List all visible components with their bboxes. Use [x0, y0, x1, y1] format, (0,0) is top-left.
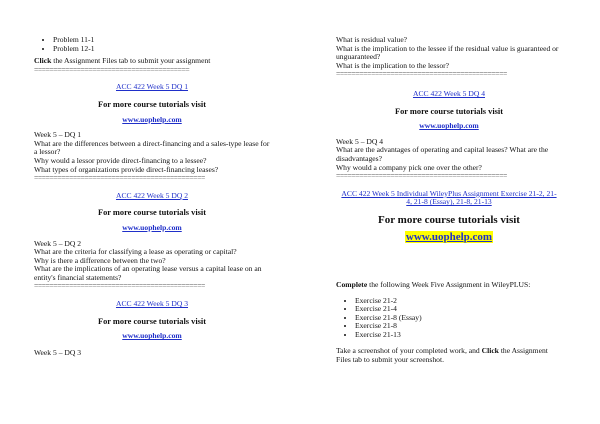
dq4-line: Why would a company pick one over the other?: [336, 162, 482, 172]
dq1-line: Week 5 – DQ 1: [34, 130, 82, 140]
separator-line: ============================================: [34, 282, 205, 291]
dq2-site-row: [34, 224, 270, 233]
dq3-line: Week 5 – DQ 3: [34, 347, 82, 357]
exercise-link-row: [336, 190, 562, 207]
dq4-site-link[interactable]: www.uophelp.com: [419, 121, 479, 131]
list-item: • Problem 11-1: [53, 36, 270, 45]
dq3-body: [34, 349, 270, 358]
problem-list: [34, 36, 270, 53]
dq3-visit-text: For more course tutorials visit: [97, 316, 207, 326]
dq1-site-link[interactable]: www.uophelp.com: [122, 114, 182, 124]
dq2-line: Why is there a difference between the two?: [34, 255, 166, 265]
list-item: • Exercise 21-8 (Essay): [355, 314, 562, 323]
dq1-link[interactable]: ACC 422 Week 5 DQ 1: [115, 82, 189, 92]
exercise-site-row: [336, 231, 562, 244]
question-line: What is the implication to the lessee if the residual value is guaranteed or unguaranteed?: [336, 43, 559, 62]
list-item: • Exercise 21-13: [355, 331, 562, 340]
separator-line: ============================================: [34, 174, 205, 183]
screenshot-pre: Take a screenshot of your completed work, and: [336, 346, 482, 356]
dq3-link-row: [34, 300, 270, 309]
dq1-line: What types of organizations provide direct-financing leases?: [34, 164, 219, 174]
dq2-link[interactable]: ACC 422 Week 5 DQ 2: [115, 190, 189, 200]
question-line: What is the implication to the lessor?: [336, 60, 450, 70]
exercise-link[interactable]: ACC 422 Week 5 Individual WileyPlus Assignment Exercise 21-2, 21-4, 21-8 (Essay), 21-8, 21-13: [341, 188, 557, 207]
list-item: • Exercise 21-8: [355, 322, 562, 331]
residual-questions: [336, 36, 562, 70]
dq2-site-link[interactable]: www.uophelp.com: [122, 222, 182, 232]
dq4-line: Week 5 – DQ 4: [336, 136, 384, 146]
list-item: • Exercise 21-4: [355, 305, 562, 314]
screenshot-instruction: [336, 347, 562, 364]
dq4-link[interactable]: ACC 422 Week 5 DQ 4: [412, 88, 486, 98]
left-column: [34, 0, 270, 357]
dq1-site-row: [34, 116, 270, 125]
list-item: • Exercise 21-2: [355, 297, 562, 306]
complete-text: the following Week Five Assignment in WileyPLUS:: [367, 279, 531, 289]
dq1-visit-text: For more course tutorials visit: [97, 99, 207, 109]
dq4-line: What are the advantages of operating and capital leases? What are the disadvantages?: [336, 145, 549, 163]
submit-instruction: [34, 57, 270, 66]
dq1-line: What are the differences between a direct-financing and a sales-type lease for a lessor?: [34, 138, 270, 157]
dq1-body: [34, 131, 270, 174]
dq1-line: Why would a lessor provide direct-financing to a lessee?: [34, 155, 207, 165]
click-word: Click: [481, 346, 499, 356]
dq1-link-row: [34, 83, 270, 92]
separator-line: ========================================: [34, 65, 190, 74]
click-word: Click: [34, 56, 52, 66]
dq4-site-row: [336, 122, 562, 131]
question-line: What is residual value?: [336, 35, 408, 44]
dq4-body: [336, 138, 562, 172]
dq4-link-row: [336, 90, 562, 99]
submit-text: the Assignment Files tab to submit your assignment: [51, 56, 211, 66]
dq3-site-link[interactable]: www.uophelp.com: [122, 331, 182, 341]
dq2-link-row: [34, 192, 270, 201]
screenshot-post: the Assignment Files tab to submit your screenshot.: [336, 346, 548, 365]
dq2-body: [34, 240, 270, 283]
dq2-visit-text: For more course tutorials visit: [97, 208, 207, 218]
dq2-line: What are the criteria for classifying a lease as operating or capital?: [34, 247, 237, 257]
dq2-line: Week 5 – DQ 2: [34, 238, 82, 248]
dq2-line: What are the implications of an operating lease versus a capital lease on an entity's financial statements?: [34, 264, 262, 282]
exercise-list: [336, 297, 562, 340]
list-item: • Problem 12-1: [53, 45, 270, 54]
dq3-site-row: [34, 332, 270, 341]
separator-line: ============================================: [336, 172, 507, 181]
dq4-visit-text: For more course tutorials visit: [394, 106, 504, 116]
complete-word: Complete: [336, 279, 368, 289]
right-column: [336, 0, 562, 365]
complete-instruction: [336, 281, 562, 290]
separator-line: ============================================: [336, 70, 507, 79]
exercise-visit-text: For more course tutorials visit: [378, 213, 520, 226]
exercise-site-link[interactable]: www.uophelp.com: [405, 230, 493, 243]
dq3-link[interactable]: ACC 422 Week 5 DQ 3: [115, 299, 189, 309]
